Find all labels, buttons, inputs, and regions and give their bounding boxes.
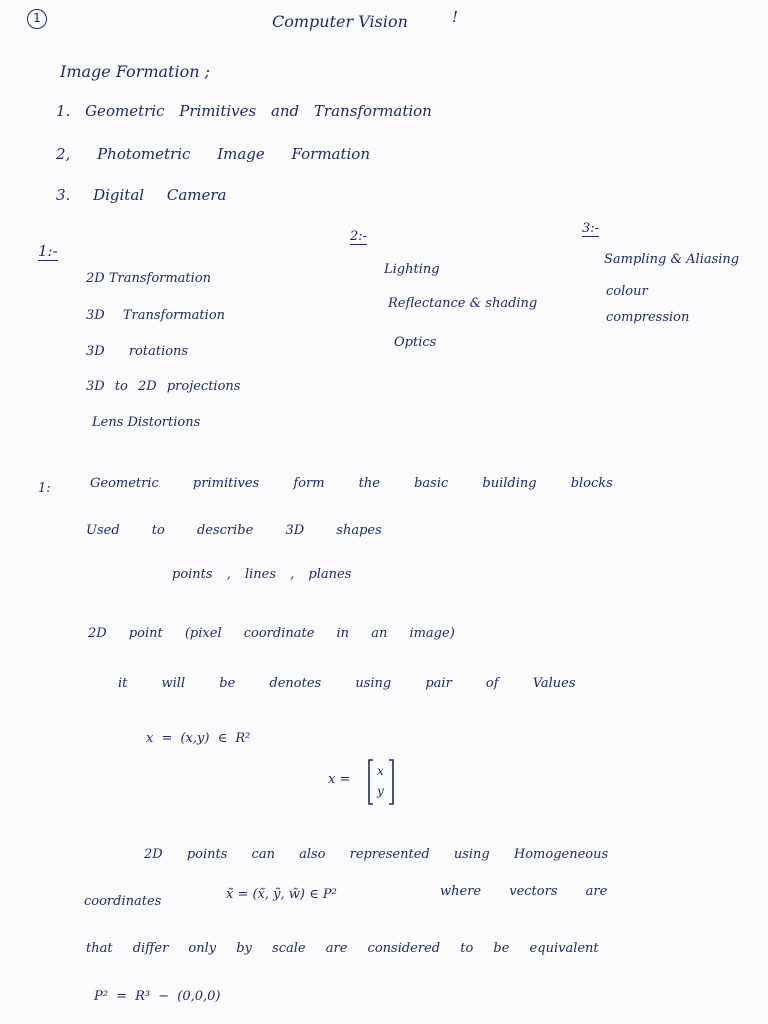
column-item: Reflectance & shading <box>388 296 538 311</box>
note-line: 2D point (pixel coordinate in an image) <box>88 626 455 641</box>
topic-item: 3. Digital Camera <box>56 186 227 204</box>
column-item: Lighting <box>384 262 440 277</box>
column-item: 3D to 2D projections <box>86 379 241 394</box>
note-line: that differ only by scale are considered to be equivalent <box>86 941 599 956</box>
column-item: Lens Distortions <box>92 415 201 430</box>
page-title: Computer Vision <box>272 12 408 31</box>
note-number: 1: <box>38 481 51 496</box>
formula: x = (x,y) ∈ R² <box>146 731 251 746</box>
section-heading: Image Formation ; <box>60 62 211 81</box>
note-line: Geometric primitives form the basic building blocks <box>90 476 613 491</box>
column-label: 1:- <box>38 242 58 260</box>
note-line: 2D points can also represented using Homogeneous <box>144 847 609 862</box>
matrix-cell: y <box>377 784 384 798</box>
column-item: Optics <box>394 335 437 350</box>
topic-item: 2, Photometric Image Formation <box>56 145 370 163</box>
column-item: 2D Transformation <box>86 271 212 286</box>
formula: x̃ = (x̃, ỹ, w̃) ∈ P² <box>226 887 337 902</box>
formula: P² = R³ − (0,0,0) <box>94 989 221 1004</box>
note-line: coordinates <box>84 894 162 909</box>
note-line: Used to describe 3D shapes <box>86 523 382 538</box>
note-line: where vectors are <box>440 884 608 899</box>
title-mark: ! <box>452 8 459 26</box>
column-item: 3D Transformation <box>86 308 226 323</box>
column-item: Sampling & Aliasing <box>604 252 740 267</box>
column-item: compression <box>606 310 690 325</box>
column-item: colour <box>606 284 648 299</box>
column-vector-matrix <box>328 757 408 807</box>
column-label: 3:- <box>582 221 600 236</box>
note-line: it will be denotes using pair of Values <box>118 676 576 691</box>
note-line: points , lines , planes <box>172 567 352 582</box>
matrix-lhs: x = <box>328 772 351 787</box>
matrix-cell: x <box>377 764 384 778</box>
page-number-circle: 1 <box>27 9 47 29</box>
column-label: 2:- <box>350 229 368 244</box>
topic-item: 1. Geometric Primitives and Transformation <box>56 102 432 120</box>
column-item: 3D rotations <box>86 344 189 359</box>
